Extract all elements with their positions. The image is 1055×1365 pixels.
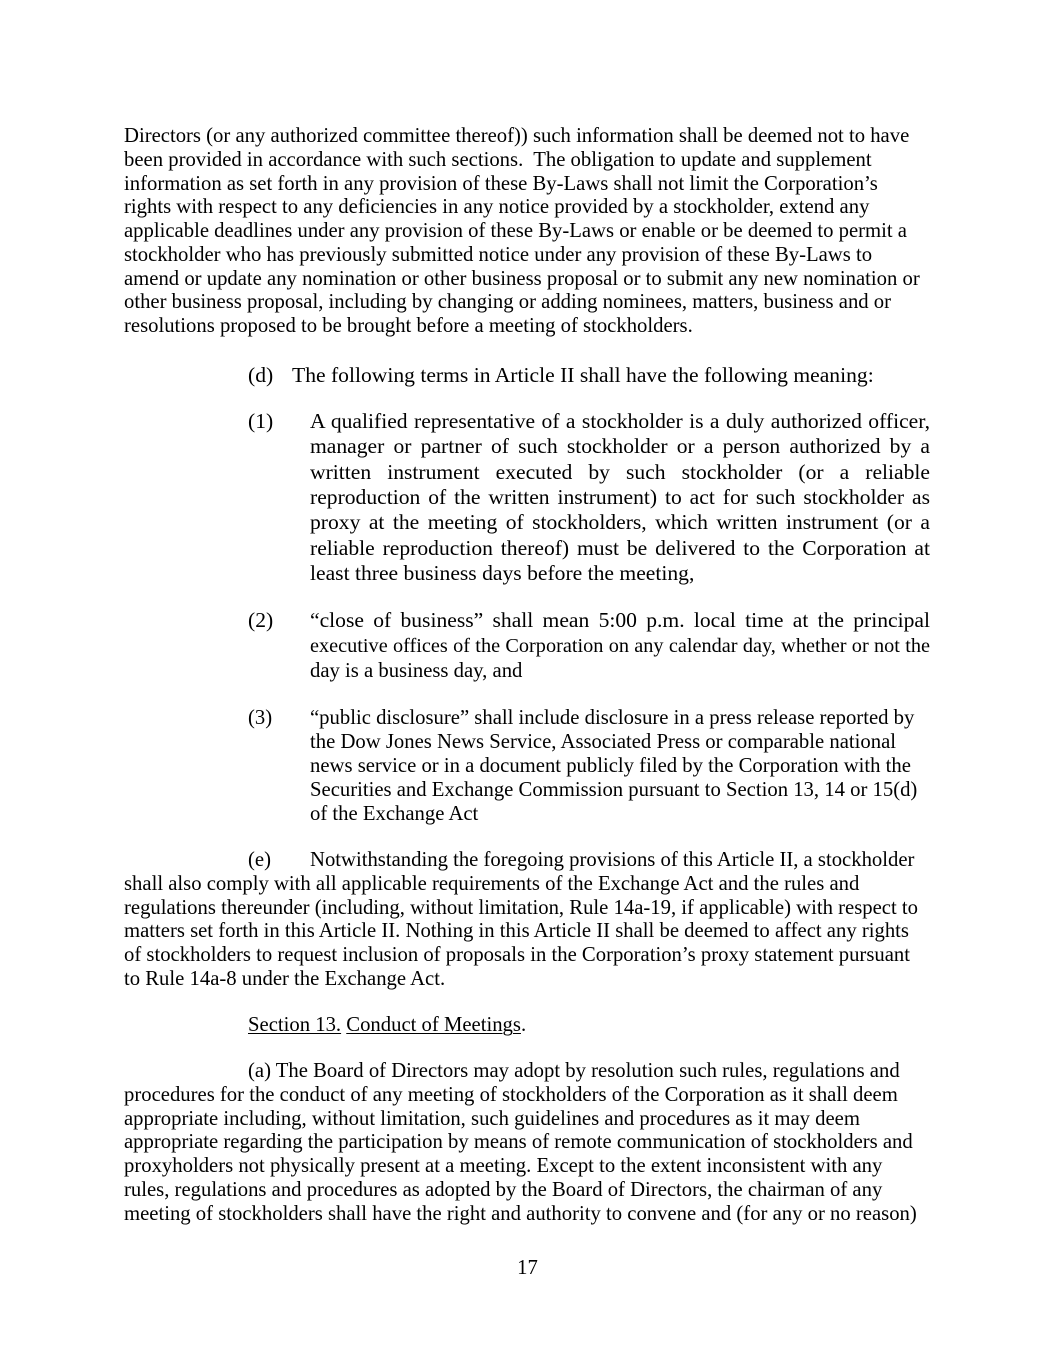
paragraph-continuation: [124, 125, 920, 339]
paragraph-a: [124, 1060, 917, 1227]
text-line: reliable reproduction thereof) must be delivered to the Corporation at: [310, 535, 930, 560]
text-line: to Rule 14a-8 under the Exchange Act.: [124, 967, 446, 990]
text-line: appropriate regarding the participation by means of remote communication of stockholders and: [124, 1131, 913, 1154]
section-heading: [248, 1014, 526, 1038]
item-text: [310, 409, 930, 586]
definitions-intro: [248, 363, 948, 388]
text-line: written instrument executed by such stockholder (or a reliable: [310, 459, 930, 484]
text-line: regulations thereunder (including, without limitation, Rule 14a-19, if applicable) with respect to: [124, 896, 918, 919]
text-line: manager or partner of such stockholder or a person authorized by a: [310, 434, 930, 459]
text-line: procedures for the conduct of any meeting of stockholders of the Corporation as it shall deem: [124, 1083, 898, 1106]
text-line: appropriate including, without limitation, such guidelines and procedures as it may deem: [124, 1107, 860, 1130]
text-line: proxyholders not physically present at a meeting. Except to the extent inconsistent with any: [124, 1155, 883, 1178]
section-number: Section 13.: [248, 1014, 342, 1036]
text-line: “public disclosure” shall include disclosure in a press release reported by: [310, 707, 915, 729]
item-text: [310, 706, 930, 826]
definitions-intro-text: The following terms in Article II shall have the following meaning:: [292, 363, 874, 387]
text-line: “close of business” shall mean 5:00 p.m. local time at the principal: [310, 608, 930, 632]
text-line: of the Exchange Act: [310, 803, 479, 825]
text-line: executive offices of the Corporation on any calendar day, whether or not the: [310, 634, 930, 657]
item-label: (3): [248, 707, 273, 729]
text-line: day is a business day, and: [310, 660, 523, 682]
section-title: Conduct of Meetings: [346, 1014, 521, 1036]
text-line: A qualified representative of a stockholder is a duly authorized officer,: [310, 409, 930, 433]
text-line: least three business days before the meeting,: [310, 560, 695, 585]
section-title-period: .: [520, 1014, 527, 1036]
text-line: of stockholders to request inclusion of proposals in the Corporation’s proxy statement pursuant: [124, 944, 910, 967]
text-line: (a) The Board of Directors may adopt by resolution such rules, regulations and: [248, 1060, 900, 1082]
text-line: been provided in accordance with such sections. The obligation to update and supplement: [124, 148, 872, 171]
text-line: rights with respect to any deficiencies in any notice provided by a stockholder, extend any: [124, 196, 870, 219]
text-line: reproduction of the written instrument) to act for such stockholder as: [310, 484, 930, 509]
paragraph-e-first-text: Notwithstanding the foregoing provisions of this Article II, a stockholder: [310, 849, 915, 871]
text-line: news service or in a document publicly filed by the Corporation with the: [310, 755, 911, 777]
text-line: information as set forth in any provision of these By-Laws shall not limit the Corporation’s: [124, 172, 878, 195]
item-text: [310, 608, 930, 685]
text-line: rules, regulations and procedures as adopted by the Board of Directors, the chairman of any: [124, 1179, 883, 1202]
paragraph-e-body: [124, 873, 918, 992]
definitions-intro-label: (d): [248, 363, 274, 387]
item-label: (1): [248, 409, 274, 433]
text-line: meeting of stockholders shall have the right and authority to convene and (for any or no reason): [124, 1202, 917, 1225]
text-line: Directors (or any authorized committee thereof)) such information shall be deemed not to have: [124, 125, 910, 147]
text-line: Securities and Exchange Commission pursuant to Section 13, 14 or 15(d): [310, 779, 918, 801]
text-line: resolutions proposed to be brought before a meeting of stockholders.: [124, 315, 693, 337]
text-line: the Dow Jones News Service, Associated Press or comparable national: [310, 731, 896, 753]
item-label: (2): [248, 608, 274, 632]
paragraph-e-first-line: [248, 849, 968, 873]
page-number: 17: [517, 1257, 538, 1279]
paragraph-e-label: (e): [248, 849, 271, 871]
text-line: proxy at the meeting of stockholders, which written instrument (or a: [310, 510, 930, 535]
text-line: applicable deadlines under any provision of these By-Laws or enable or be deemed to permit a: [124, 220, 907, 242]
text-line: stockholder who has previously submitted notice under any provision of these By-Laws to: [124, 243, 873, 266]
text-line: other business proposal, including by changing or adding nominees, matters, business and or: [124, 291, 892, 314]
text-line: matters set forth in this Article II. Nothing in this Article II shall be deemed to affect any rights: [124, 920, 909, 943]
text-line: amend or update any nomination or other business proposal or to submit any new nomination or: [124, 267, 920, 290]
text-line: shall also comply with all applicable requirements of the Exchange Act and the rules and: [124, 872, 860, 895]
